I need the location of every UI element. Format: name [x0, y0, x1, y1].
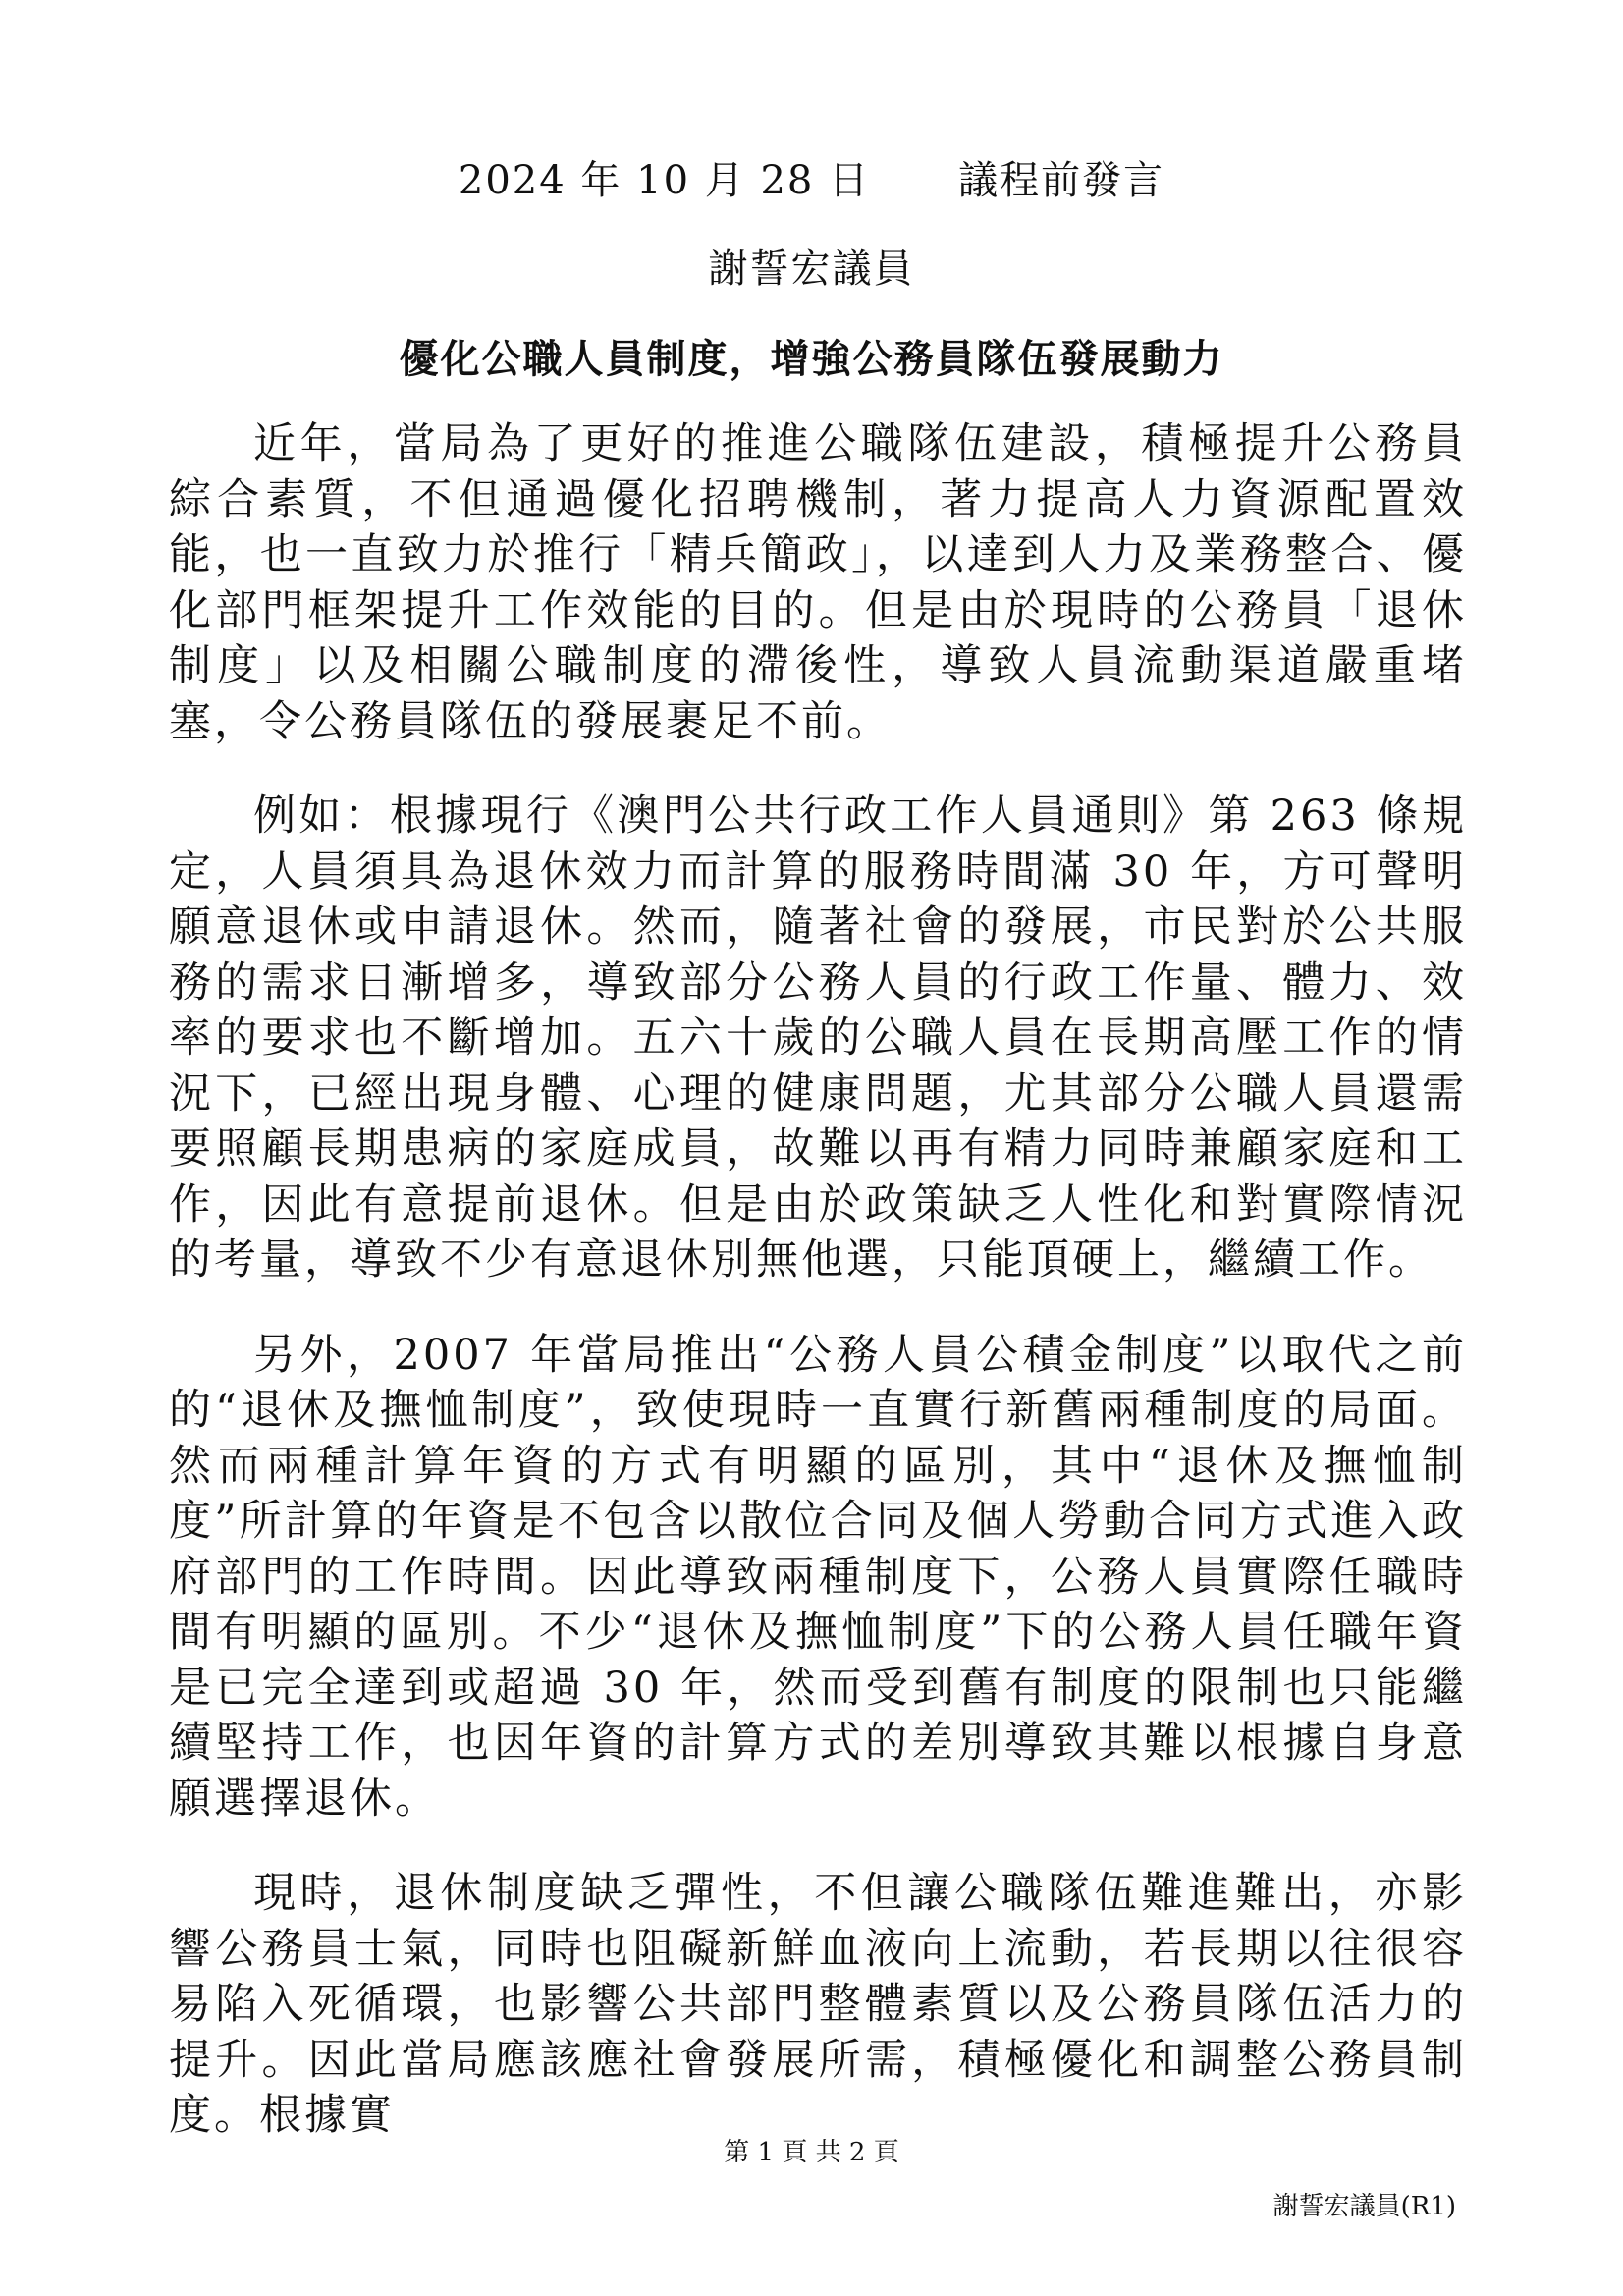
footer-author-code: 謝誓宏議員(R1): [1272, 2192, 1456, 2221]
author-name: 謝誓宏議員: [708, 246, 915, 292]
header-session: 議程前發言: [958, 158, 1165, 203]
paragraph-2: 例如：根據現行《澳門公共行政工作人員通則》第 263 條規定，人員須具為退休效力而計算的服務時間滿 30 年，方可聲明願意退休或申請退休。然而，隨著社會的發展，市民對於公共服務的需求日漸增多，導致部分公務人員的行政工作量、體力、效率的要求也不斷增加。五六十歲的公職人員在長期高壓工作的情況下，已經出現身體、心理的健康問題，尤其部分公職人員還需要照顧長期患病的家庭成員，故難以再有精力同時兼顧家庭和工作，因此有意提前退休。但是由於政策缺乏人性化和對實際情況的考量，導致不少有意退休別無他選，只能頂硬上，繼續工作。: [169, 792, 1467, 1285]
header-line: [0, 151, 1623, 210]
paragraph-4: 現時，退休制度缺乏彈性，不但讓公職隊伍難進難出，亦影響公務員士氣，同時也阻礙新鮮血液向上流動，若長期以往很容易陷入死循環，也影響公共部門整體素質以及公務員隊伍活力的提升。因此當局應該應社會發展所需，積極優化和調整公務員制度。根據實: [169, 1869, 1467, 2140]
document-body: [169, 416, 1467, 2183]
header-date: 2024 年 10 月 28 日: [458, 158, 871, 203]
document-title: 優化公職人員制度，增強公務員隊伍發展動力: [399, 336, 1224, 382]
page-number: 第 1 頁 共 2 頁: [724, 2138, 899, 2167]
paragraph-1: 近年，當局為了更好的推進公職隊伍建設，積極提升公務員綜合素質，不但通過優化招聘機制，著力提高人力資源配置效能，也一直致力於推行「精兵簡政」，以達到人力及業務整合、優化部門框架提升工作效能的目的。但是由於現時的公務員「退休制度」以及相關公職制度的滯後性，導致人員流動渠道嚴重堵塞，令公務員隊伍的發展裹足不前。: [169, 419, 1467, 746]
paragraph-3: 另外，2007 年當局推出“公務人員公積金制度”以取代之前的“退休及撫恤制度”，致使現時一直實行新舊兩種制度的局面。然而兩種計算年資的方式有明顯的區別，其中“退休及撫恤制度”所計算的年資是不包含以散位合同及個人勞動合同方式進入政府部門的工作時間。因此導致兩種制度下，公務人員實際任職時間有明顯的區別。不少“退休及撫恤制度”下的公務人員任職年資是已完全達到或超過 30 年，然而受到舊有制度的限制也只能繼續堅持工作，也因年資的計算方式的差別導致其難以根據自身意願選擇退休。: [169, 1330, 1467, 1824]
